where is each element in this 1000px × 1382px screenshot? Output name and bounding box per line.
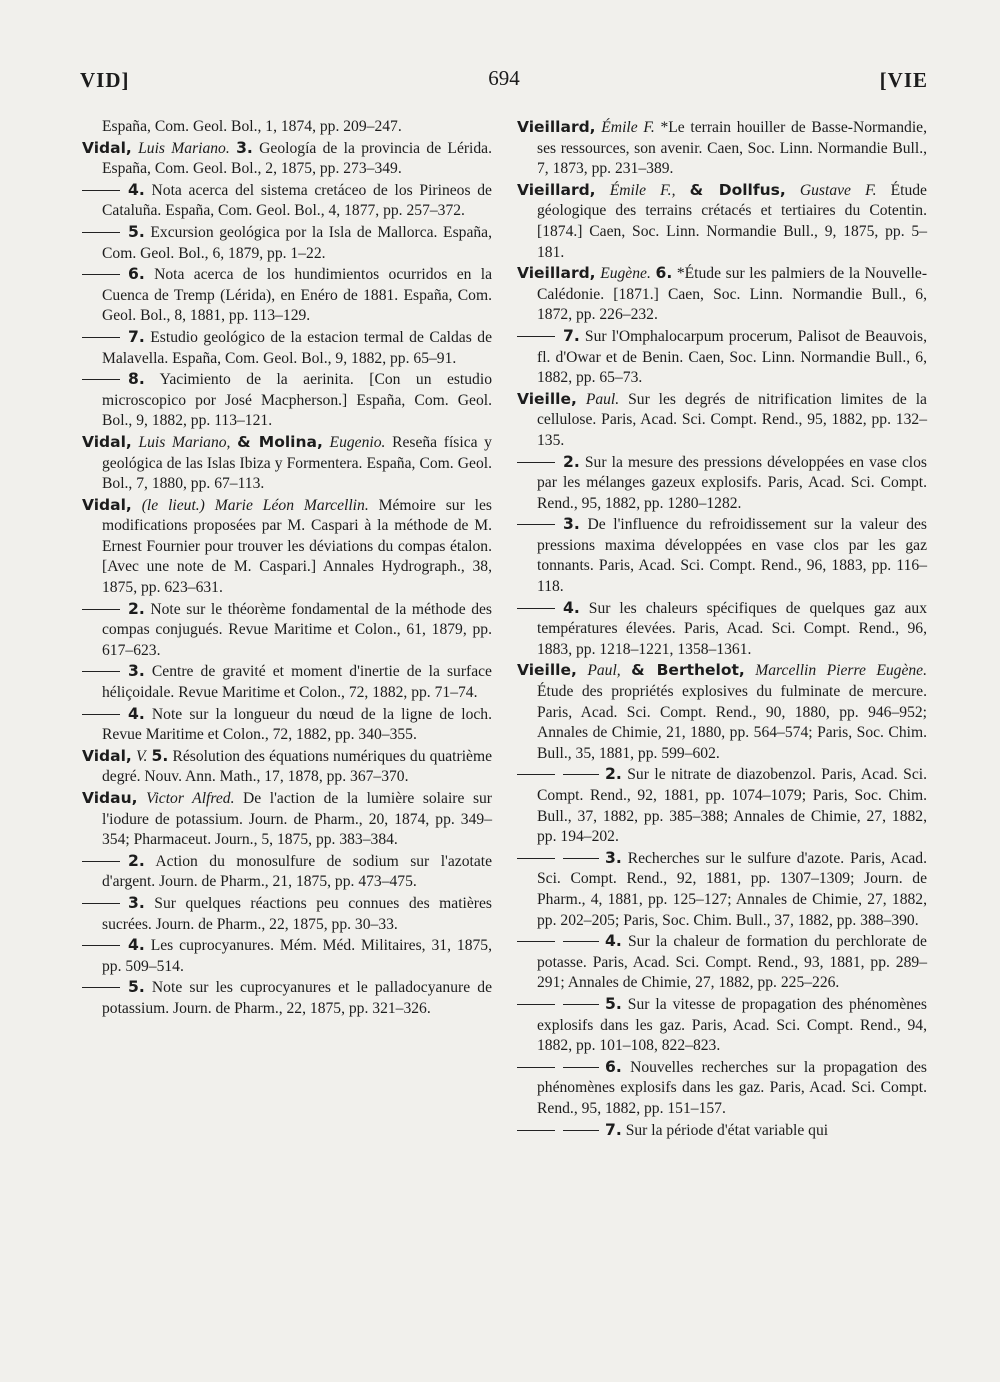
entry-number: 4. (128, 936, 145, 955)
author-given-name: (le lieut.) Marie Léon Marcellin. (141, 496, 369, 514)
ditto-dash (563, 1004, 599, 1005)
author-given-name: Émile F., (609, 181, 676, 199)
entry-text: De l'influence du refroidissement sur la valeur des pressions maxima développées en vase clos par les gaz tonnants. Paris, Acad. Sci. Compt. Rend., 96, 1883, pp. 116–118. (537, 516, 927, 596)
page-number: 694 (488, 66, 520, 90)
bibliography-entry (82, 704, 492, 746)
entry-text: Sur les chaleurs spécifiques de quelques gaz aux températures élevées. Paris, Acad. Sci. Compt. Rend., 96, 1883, pp. 1218–1221, 1358–1361. (537, 599, 927, 658)
entry-text: De l'action de la lumière solaire sur l'iodure de potassium. Journ. de Pharm., 20, 1874, pp. 349–354; Pharmaceut. Journ., 5, 1875, pp. 383–384. (102, 790, 492, 849)
entry-text: *Le terrain houiller de Basse-Normandie, ses ressources, son avenir. Caen, Soc. Linn. Normandie Bull., 7, 1873, pp. 231–389. (537, 119, 928, 178)
ditto-dash (517, 608, 555, 609)
author-surname: Vidal, (82, 432, 132, 451)
ditto-dash (82, 945, 120, 946)
author-given-name: Eugène. (600, 265, 651, 283)
page-header (80, 68, 928, 108)
entry-text: Geología de la provincia de Lérida. España, Com. Geol. Bol., 2, 1875, pp. 273–349. (102, 139, 493, 178)
entry-number: 7. (605, 1120, 622, 1139)
entry-text: Étude des propriétés explosives du fulminate de mercure. Paris, Acad. Sci. Compt. Rend., 90, 1880, pp. 946–952; Annales de Chimie, 21, 1880, pp. 564–574; Paris, Soc. Chim. Bull., 35, 1881, pp. 599–602. (537, 683, 927, 762)
author-surname: Vieillard, (517, 264, 596, 283)
author-surname: Vieille, (517, 389, 577, 408)
entry-number: 6. (605, 1057, 622, 1076)
ditto-dash (82, 609, 120, 610)
bibliography-entry (82, 851, 492, 893)
ditto-dash (517, 462, 555, 463)
entry-number: 8. (128, 370, 145, 389)
entry-number: 2. (128, 851, 145, 870)
bibliography-entry (517, 389, 927, 452)
author-surname: Vieillard, (517, 118, 596, 136)
entry-text: Reseña física y geológica de las Islas Ibiza y Formentera. España, Com. Geol. Bol., 7, 1880, pp. 67–113. (102, 433, 492, 493)
bibliography-entry (82, 222, 492, 264)
ditto-dash (82, 671, 120, 672)
entry-text: Recherches sur le sulfure d'azote. Paris, Acad. Sci. Compt. Rend., 92, 1881, pp. 1307–1309; Journ. de Pharm., 4, 1881, pp. 125–127; Annales de Chimie, 27, 1882, pp. 202–205; Paris, Soc. Chim. Bull., 37, 1882, pp. 388–390. (537, 849, 927, 929)
entry-number: 2. (605, 765, 622, 784)
bibliography-entry (517, 598, 927, 661)
entry-text: Estudio geológico de la estacion termal de Caldas de Malavella. España, Com. Geol. Bol., 9, 1882, pp. 65–91. (102, 328, 492, 367)
bibliography-entry (82, 369, 492, 432)
author-surname: Vieillard, (517, 180, 596, 199)
bibliography-entry (517, 452, 927, 515)
bibliography-entry (517, 660, 927, 764)
ditto-dash (82, 190, 120, 191)
entry-text: Sur la période d'état variable qui (625, 1121, 829, 1139)
entry-text: Centre de gravité et moment d'inertie de la surface héliçoidale. Revue Maritime et Colon., 72, 1882, pp. 71–74. (102, 663, 492, 702)
ditto-dash (563, 774, 599, 775)
bibliography-entry (517, 263, 927, 326)
bibliography-entry (82, 977, 492, 1019)
entry-text: Sur le nitrate de diazobenzol. Paris, Acad. Sci. Compt. Rend., 92, 1881, pp. 1074–1079; Paris, Soc. Chim. Bull., 37, 1882, pp. 385–388; Annales de Chimie, 27, 1882, pp. 194–202. (537, 766, 927, 846)
ditto-dash (563, 858, 599, 859)
bibliography-entry (517, 931, 927, 994)
entry-number: 5. (605, 994, 622, 1013)
entry-text: Nota acerca de los hundimientos ocurridos en la Cuenca de Tremp (Lérida), en Enéro de 1881. España, Com. Geol. Bol., 8, 1881, pp. 113–129. (102, 266, 492, 325)
bibliography-entry (82, 599, 492, 662)
ditto-dash (82, 987, 120, 988)
ditto-dash (82, 714, 120, 715)
ditto-dash (563, 941, 599, 942)
entry-number: 5. (128, 222, 145, 241)
entry-number: 3. (563, 515, 580, 534)
bibliography-entry (82, 893, 492, 935)
author-surname: Vidau, (82, 789, 138, 807)
entry-number: 3. (236, 138, 253, 157)
coauthor-surname: & Berthelot, (631, 661, 745, 680)
bibliography-entry (517, 994, 927, 1057)
bibliography-entry (82, 661, 492, 703)
entry-text: Yacimiento de la aerinita. [Con un estudio microscopico por José Macpherson.] España, Com. Geol. Bol., 9, 1882, pp. 113–121. (102, 371, 492, 430)
bibliography-entry (517, 180, 927, 263)
bibliography-entry (517, 514, 927, 597)
coauthor-given-name: Marcellin Pierre Eugène. (755, 662, 927, 680)
entry-text: Sur la vitesse de propagation des phénomènes explosifs dans les gaz. Paris, Acad. Sci. Compt. Rend., 94, 1882, pp. 101–108, 822–823. (537, 995, 927, 1055)
bibliography-entry (82, 788, 492, 851)
bibliography-entry (82, 138, 492, 180)
entry-number: 4. (605, 932, 622, 951)
left-column (82, 117, 492, 1020)
ditto-dash (517, 858, 555, 859)
author-surname: Vidal, (82, 138, 132, 157)
entry-text: Note sur les cuprocyanures et le palladocyanure de potassium. Journ. de Pharm., 22, 1875, pp. 321–326. (102, 979, 492, 1017)
entry-number: 3. (605, 848, 622, 867)
bibliography-entry (82, 180, 492, 222)
entry-text: Sur les degrés de nitrification limites de la cellulose. Paris, Acad. Sci. Compt. Rend., 95, 1882, pp. 132–135. (537, 390, 927, 449)
ditto-dash (563, 1067, 599, 1068)
header-left-range: VID] (80, 68, 130, 92)
ditto-dash (517, 1004, 555, 1005)
entry-number: 2. (563, 452, 580, 471)
author-surname: Vieille, (517, 661, 577, 680)
entry-number: 5. (128, 978, 145, 997)
ditto-dash (563, 1130, 599, 1131)
entry-number: 7. (563, 326, 580, 345)
bibliography-entry (517, 326, 927, 389)
bibliography-entry (517, 764, 927, 847)
entry-text: Résolution des équations numériques du quatrième degré. Nouv. Ann. Math., 17, 1878, pp. 367–370. (102, 747, 493, 786)
entry-text: Excursion geológica por la Isla de Mallorca. España, Com. Geol. Bol., 6, 1879, pp. 1–22. (102, 223, 492, 262)
header-right-range: [VIE (879, 68, 928, 92)
bibliography-entry (517, 1120, 927, 1142)
entry-number: 2. (128, 599, 145, 618)
author-surname: Vidal, (82, 746, 132, 765)
ditto-dash (517, 1130, 555, 1131)
entry-number: 6. (128, 265, 145, 284)
right-column (517, 117, 927, 1141)
ditto-dash (517, 774, 555, 775)
ditto-dash (82, 232, 120, 233)
entry-text: España, Com. Geol. Bol., 1, 1874, pp. 209–247. (102, 118, 402, 135)
bibliography-entry (517, 848, 927, 931)
bibliography-entry (82, 117, 492, 138)
entry-text: Mémoire sur les modifications proposées par M. Caspari à la méthode de M. Ernest Fournier pour trouver les déviations du compas étalon. [Avec une note de M. Caspari.] Annales Hydrograph., 38, 1875, pp. 623–631. (102, 496, 492, 597)
ditto-dash (517, 524, 555, 525)
author-given-name: Paul, (587, 662, 621, 680)
author-given-name: V. (135, 747, 148, 765)
entry-text: Action du monosulfure de sodium sur l'azotate d'argent. Journ. de Pharm., 21, 1875, pp. 473–475. (102, 852, 492, 891)
coauthor-given-name: Gustave F. (799, 181, 877, 199)
bibliography-entry (82, 432, 492, 495)
author-given-name: Luis Mariano, (138, 433, 231, 451)
bibliography-entry (82, 935, 492, 977)
entry-text: Nouvelles recherches sur la propagation des phénomènes explosifs dans les gaz. Paris, Acad. Sci. Compt. Rend., 95, 1882, pp. 151–157. (537, 1058, 927, 1117)
entry-text: Note sur la longueur du nœud de la ligne de loch. Revue Maritime et Colon., 72, 1882, pp. 340–355. (102, 705, 492, 744)
entry-text: Sur la chaleur de formation du perchlorate de potasse. Paris, Acad. Sci. Compt. Rend., 93, 1881, pp. 289–291; Annales de Chimie, 27, 1882, pp. 225–226. (537, 933, 927, 992)
ditto-dash (82, 337, 120, 338)
bibliography-entry (517, 117, 927, 180)
coauthor-surname: & Dollfus, (689, 180, 786, 199)
entry-text: *Étude sur les palmiers de la Nouvelle-Calédonie. [1871.] Caen, Soc. Linn. Normandie Bull., 6, 1872, pp. 226–232. (537, 265, 928, 324)
entry-number: 4. (128, 180, 145, 199)
author-given-name: Luis Mariano. (138, 139, 230, 157)
author-given-name: Paul. (585, 390, 620, 408)
entry-number: 5. (151, 746, 169, 765)
ditto-dash (82, 379, 120, 380)
bibliography-entry (82, 327, 492, 369)
entry-number: 6. (655, 264, 673, 283)
entry-number: 4. (128, 704, 145, 723)
author-given-name: Émile F. (601, 119, 655, 136)
entry-text: Les cuprocyanures. Mém. Méd. Militaires, 31, 1875, pp. 509–514. (102, 937, 492, 975)
coauthor-surname: & Molina, (237, 432, 323, 451)
entry-number: 4. (563, 598, 580, 617)
bibliography-entry (82, 495, 492, 599)
entry-text: Sur la mesure des pressions développées en vase clos par les mélanges gazeux explosifs. Paris, Acad. Sci. Compt. Rend., 95, 1882, pp. 1280–1282. (537, 453, 927, 512)
entry-text: Note sur le théorème fondamental de la méthode des compas conjugués. Revue Maritime et Colon., 61, 1879, pp. 617–623. (102, 600, 492, 659)
ditto-dash (82, 861, 120, 862)
ditto-dash (82, 274, 120, 275)
ditto-dash (82, 903, 120, 904)
entry-text: Nota acerca del sistema cretáceo de los Pirineos de Cataluña. España, Com. Geol. Bol., 4, 1877, pp. 257–372. (102, 181, 492, 220)
entry-number: 3. (128, 662, 145, 681)
bibliography-entry (82, 746, 492, 788)
entry-text: Sur quelques réactions peu connues des matières sucrées. Journ. de Pharm., 22, 1875, pp. 30–33. (102, 894, 492, 933)
ditto-dash (517, 1067, 555, 1068)
author-surname: Vidal, (82, 495, 132, 514)
entry-text: Sur l'Omphalocarpum procerum, Palisot de Beauvois, fl. d'Owar et de Benin. Caen, Soc. Linn. Normandie Bull., 6, 1882, pp. 65–73. (537, 327, 927, 387)
author-given-name: Victor Alfred. (146, 790, 235, 807)
entry-number: 3. (128, 893, 145, 912)
coauthor-given-name: Eugenio. (329, 433, 386, 451)
bibliography-entry (82, 264, 492, 327)
ditto-dash (517, 941, 555, 942)
ditto-dash (517, 336, 555, 337)
entry-text: Étude géologique des terrains crétacés et tertiaires du Cotentin. [1874.] Caen, Soc. Linn. Normandie Bull., 9, 1875, pp. 5–181. (537, 181, 927, 261)
bibliography-entry (517, 1057, 927, 1120)
entry-number: 7. (128, 327, 145, 346)
